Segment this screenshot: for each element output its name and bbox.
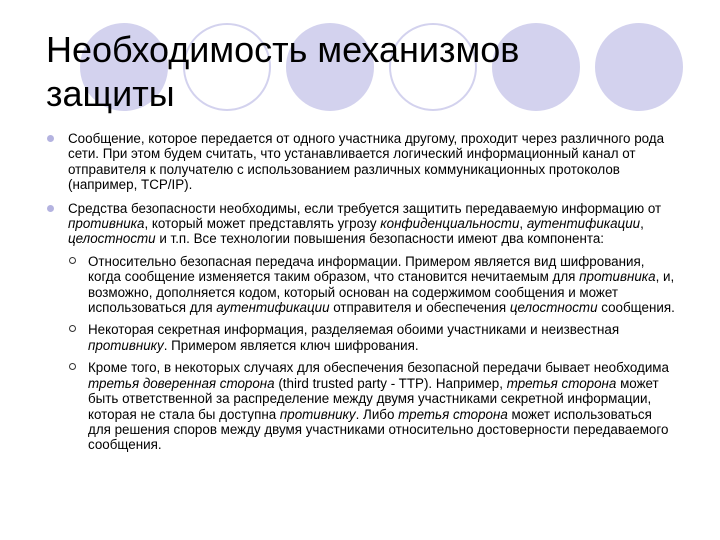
italic-term: третья доверенная сторона <box>88 375 275 391</box>
bullet-dot-icon <box>47 205 54 212</box>
text-run: Кроме того, в некоторых случаях для обеспечения безопасной передачи бывает необходима <box>88 360 669 376</box>
text-run: (third trusted party - TTP). Например, <box>274 375 507 391</box>
text-run: отправителя и обеспечения <box>329 300 510 316</box>
italic-term: противнику <box>279 406 356 422</box>
italic-term: целостности <box>68 231 156 247</box>
italic-term: аутентификации <box>526 216 641 232</box>
italic-term: целостности <box>509 300 598 316</box>
bullet-ring-icon <box>69 325 76 332</box>
italic-term: противника <box>579 269 656 285</box>
sub-bullet-list <box>68 254 677 453</box>
bullet-text <box>68 201 661 247</box>
text-run: , <box>519 216 527 232</box>
sub-bullet-item <box>68 322 677 353</box>
text-run: Некоторая секретная информация, разделяемая обоими участниками и неизвестная <box>88 322 620 338</box>
text-run: . Либо <box>355 406 399 422</box>
bullet-dot-icon <box>47 135 54 142</box>
bullet-item <box>47 131 677 193</box>
decorative-circle <box>595 23 683 111</box>
italic-term: третья сторона <box>398 406 508 422</box>
text-run: Относительно безопасная передача информации. Примером является вид шифрования, когда сообщение изменяется таким образом, что становится нечитаемым для <box>88 253 645 285</box>
sub-bullet-text <box>88 254 675 315</box>
text-run: Средства безопасности необходимы, если требуется защитить передаваемую информацию от <box>68 200 662 216</box>
text-run: , <box>640 216 644 232</box>
bullet-list <box>47 131 677 453</box>
text-run: . Примером является ключ шифрования. <box>163 337 419 353</box>
bullet-text <box>68 131 664 192</box>
text-run: может использоваться для решения споров между двумя участниками относительно достоверности передаваемого сообщения. <box>88 406 669 453</box>
italic-term: противника <box>68 216 145 232</box>
sub-bullet-item <box>68 254 677 316</box>
italic-term: третья сторона <box>506 375 617 391</box>
text-run: может быть ответственной за распределение между двумя участниками секретной информации, которая не стала бы доступна <box>88 375 659 422</box>
text-run: сообщения. <box>597 300 675 316</box>
bullet-ring-icon <box>69 363 76 370</box>
slide-body <box>47 131 677 461</box>
text-run: , и, возможно, дополняется кодом, который основан на содержимом сообщения и может использоваться для <box>88 269 675 316</box>
slide-title: Необходимость механизмов защиты <box>46 29 520 114</box>
bullet-ring-icon <box>69 257 76 264</box>
text-run: Сообщение, которое передается от одного участника другому, проходит через различного рода сети. При этом будем считать, что устанавливается логический информационный канал от отправителя к получателю с использованием различных коммуникационных протоколов (например, TCP/IP). <box>68 131 665 193</box>
sub-bullet-text <box>88 360 669 452</box>
sub-bullet-text <box>88 322 619 352</box>
italic-term: конфиденциальности <box>380 216 520 232</box>
text-run: и т.п. Все технологии повышения безопасности имеют два компонента: <box>155 231 605 247</box>
bullet-item <box>47 201 677 453</box>
sub-bullet-item <box>68 360 677 452</box>
text-run: , который может представлять угрозу <box>144 216 381 232</box>
italic-term: противнику <box>88 337 164 353</box>
italic-term: аутентификации <box>216 300 330 316</box>
